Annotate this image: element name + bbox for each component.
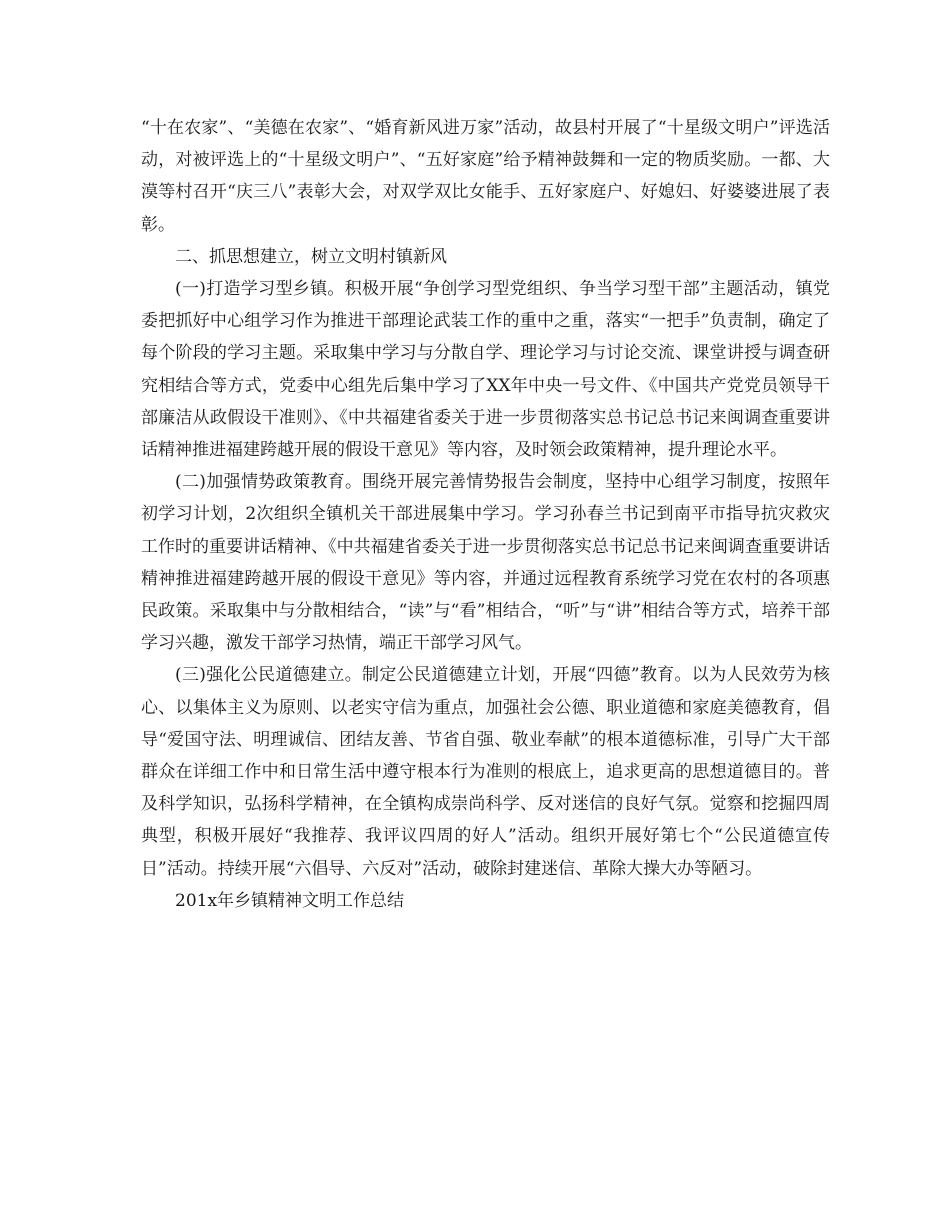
paragraph-civilized-household-awards: “十在农家”、“美德在农家”、“婚育新风进万家”活动，故县村开展了“十星级文明户”评选活动，对被评选上的“十星级文明户”、“五好家庭”给予精神鼓舞和一定的物质奖励。一都、大漠等村召开“庆三八”表彰大会，对双学双比女能手、五好家庭户、好媳妇、好婆婆进展了表彰。 <box>141 118 830 235</box>
section-heading-ideology-building: 二、抓思想建立，树立文明村镇新风 <box>175 246 447 267</box>
paragraph-civic-morality: (三)强化公民道德建立。制定公民道德建立计划，开展“四德”教育。以为人民效劳为核心、以集体主义为原则、以老实守信为重点，加强社会公德、职业道德和家庭美德教育，倡导“爱国守法、明理诚信、团结友善、节省自强、敬业奉献”的根本道德标准，引导广大干部群众在详细工作中和日常生活中遵守根本行为准则的根底上，追求更高的思想道德目的。普及科学知识，弘扬科学精神，在全镇构成崇尚科学、反对迷信的良好气氛。觉察和挖掘四周典型，积极开展好“我推荐、我评议四周的好人”活动。组织开展好第七个“公民道德宣传日”活动。持续开展“六倡导、六反对”活动，破除封建迷信、革除大操大办等陋习。 <box>141 665 830 879</box>
paragraph-learning-township: (一)打造学习型乡镇。积极开展“争创学习型党组织、争当学习型干部”主题活动，镇党委把抓好中心组学习作为推进干部理论武装工作的重中之重，落实“一把手”负责制，确定了每个阶段的学习主题。采取集中学习与分散自学、理论学习与讨论交流、课堂讲授与调查研究相结合等方式，党委中心组先后集中学习了XX年中央一号文件、《中国共产党党员领导干部廉洁从政假设干准则》、《中共福建省委关于进一步贯彻落实总书记总书记来闽调查重要讲话精神推进福建跨越开展的假设干意见》等内容，及时领会政策精神，提升理论水平。 <box>141 279 830 461</box>
document-body <box>141 112 830 917</box>
paragraph-policy-education: (二)加强情势政策教育。围绕开展完善情势报告会制度，坚持中心组学习制度，按照年初学习计划，2次组织全镇机关干部进展集中学习。学习孙春兰书记到南平市指导抗灾救灾工作时的重要讲话精神、《中共福建省委关于进一步贯彻落实总书记总书记来闽调查重要讲话精神推进福建跨越开展的假设干意见》等内容，并通过远程教育系统学习党在农村的各项惠民政策。采取集中与分散相结合，“读”与“看”相结合，“听”与“讲”相结合等方式，培养干部学习兴趣，激发干部学习热情，端正干部学习风气。 <box>141 472 830 654</box>
document-closing-title: 201x年乡镇精神文明工作总结 <box>175 890 405 911</box>
